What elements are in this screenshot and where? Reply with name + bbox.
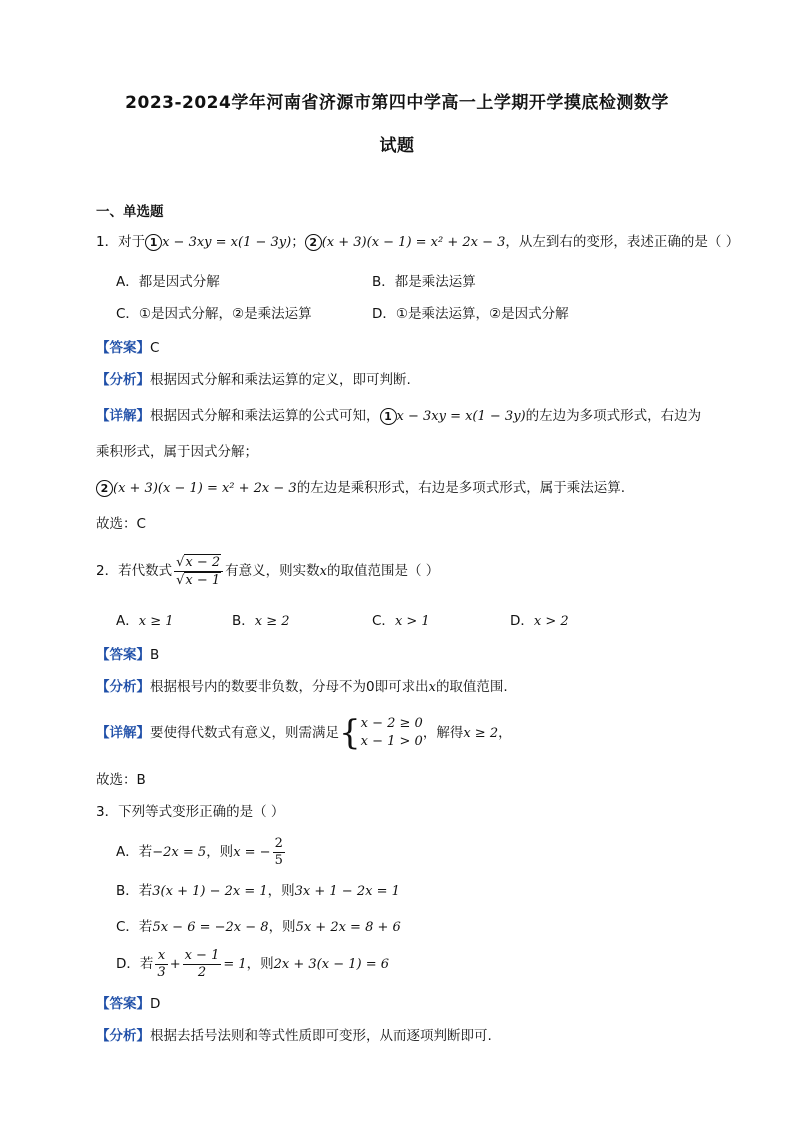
q1-option-a: A．都是因式分解: [116, 274, 220, 290]
q1-detail-line1: 【详解】根据因式分解和乘法运算的公式可知， 1 x − 3xy = x(1 − 3y)的左边为多项式形式，右边为: [96, 408, 702, 424]
q2-inequality-system: x − 2 ≥ 0 x − 1 > 0: [360, 716, 423, 749]
document-title-line1: 2023-2024学年河南省济源市第四中学高一上学期开学摸底检测数学: [125, 93, 669, 113]
q1-analysis: 【分析】根据因式分解和乘法运算的定义，即可判断.: [96, 372, 411, 388]
q2-analysis: 【分析】根据根号内的数要非负数，分母不为0即可求出x的取值范围.: [96, 679, 508, 695]
q3-analysis: 【分析】根据去括号法则和等式性质即可变形，从而逐项判断即可.: [96, 1028, 492, 1044]
q2-fraction: $\frac{√x - 2}{√x - 1}$: [174, 554, 223, 589]
q3-option-b: B．若3(x + 1) − 2x = 1，则3x + 1 − 2x = 1: [116, 883, 400, 899]
q2-option-d: D．x > 2: [510, 613, 569, 629]
q2-detail: 【详解】要使得代数式有意义，则需满足{ x − 2 ≥ 0 x − 1 > 0 ，解得x ≥ 2，: [96, 713, 512, 753]
q1-option-c: C．①是因式分解，②是乘法运算: [116, 306, 312, 322]
q3-option-d: D．若 $\frac{x}{3}$ + $\frac{x - 1}{2}$ = 1，则2x + 3(x − 1) = 6: [116, 947, 390, 980]
circled-one-icon: 1: [380, 408, 397, 425]
q3-option-a: A．若−2x = 5，则x = − $\frac{2}{5}$: [116, 835, 283, 868]
q2-answer: 【答案】B: [96, 647, 160, 663]
q3-option-c: C．若5x − 6 = −2x − 8，则5x + 2x = 8 + 6: [116, 919, 401, 935]
q1-detail-line3: 2 (x + 3)(x − 1) = x² + 2x − 3的左边是乘积形式，右边是多项式形式，属于乘法运算.: [96, 478, 625, 499]
q1-conclusion: 故选：C: [96, 516, 146, 532]
circled-one-icon: 1: [145, 234, 162, 251]
q1-eq1: x − 3xy = x(1 − 3y): [162, 235, 292, 250]
q3-answer: 【答案】D: [96, 996, 161, 1012]
q2-conclusion: 故选：B: [96, 772, 146, 788]
q1-detail-line2: 乘积形式，属于因式分解；: [96, 444, 258, 460]
left-brace-icon: {: [339, 713, 361, 753]
q2-option-b: B．x ≥ 2: [232, 613, 290, 629]
q2-option-c: C．x > 1: [372, 613, 430, 629]
q1-eq2: (x + 3)(x − 1) = x² + 2x − 3: [321, 235, 506, 250]
section-heading: 一、单选题: [96, 204, 164, 220]
q1-answer: 【答案】C: [96, 340, 160, 356]
q2-stem: 2．若代数式 $\frac{√x - 2}{√x - 1}$ 有意义，则实数x的取值范围是（ ）: [96, 554, 440, 588]
circled-two-icon: 2: [96, 480, 113, 497]
document-title-line2: 试题: [379, 136, 415, 156]
q1-option-d: D．①是乘法运算，②是因式分解: [372, 306, 569, 322]
q2-option-a: A．x ≥ 1: [116, 613, 174, 629]
circled-two-icon: 2: [305, 234, 322, 251]
q1-option-b: B．都是乘法运算: [372, 274, 476, 290]
q3-stem: 3．下列等式变形正确的是（ ）: [96, 804, 285, 820]
q1-stem: 1．对于 1 x − 3xy = x(1 − 3y)； 2 (x + 3)(x − 1) = x² + 2x − 3，从左到右的变形，表述正确的是（ ）: [96, 234, 740, 250]
